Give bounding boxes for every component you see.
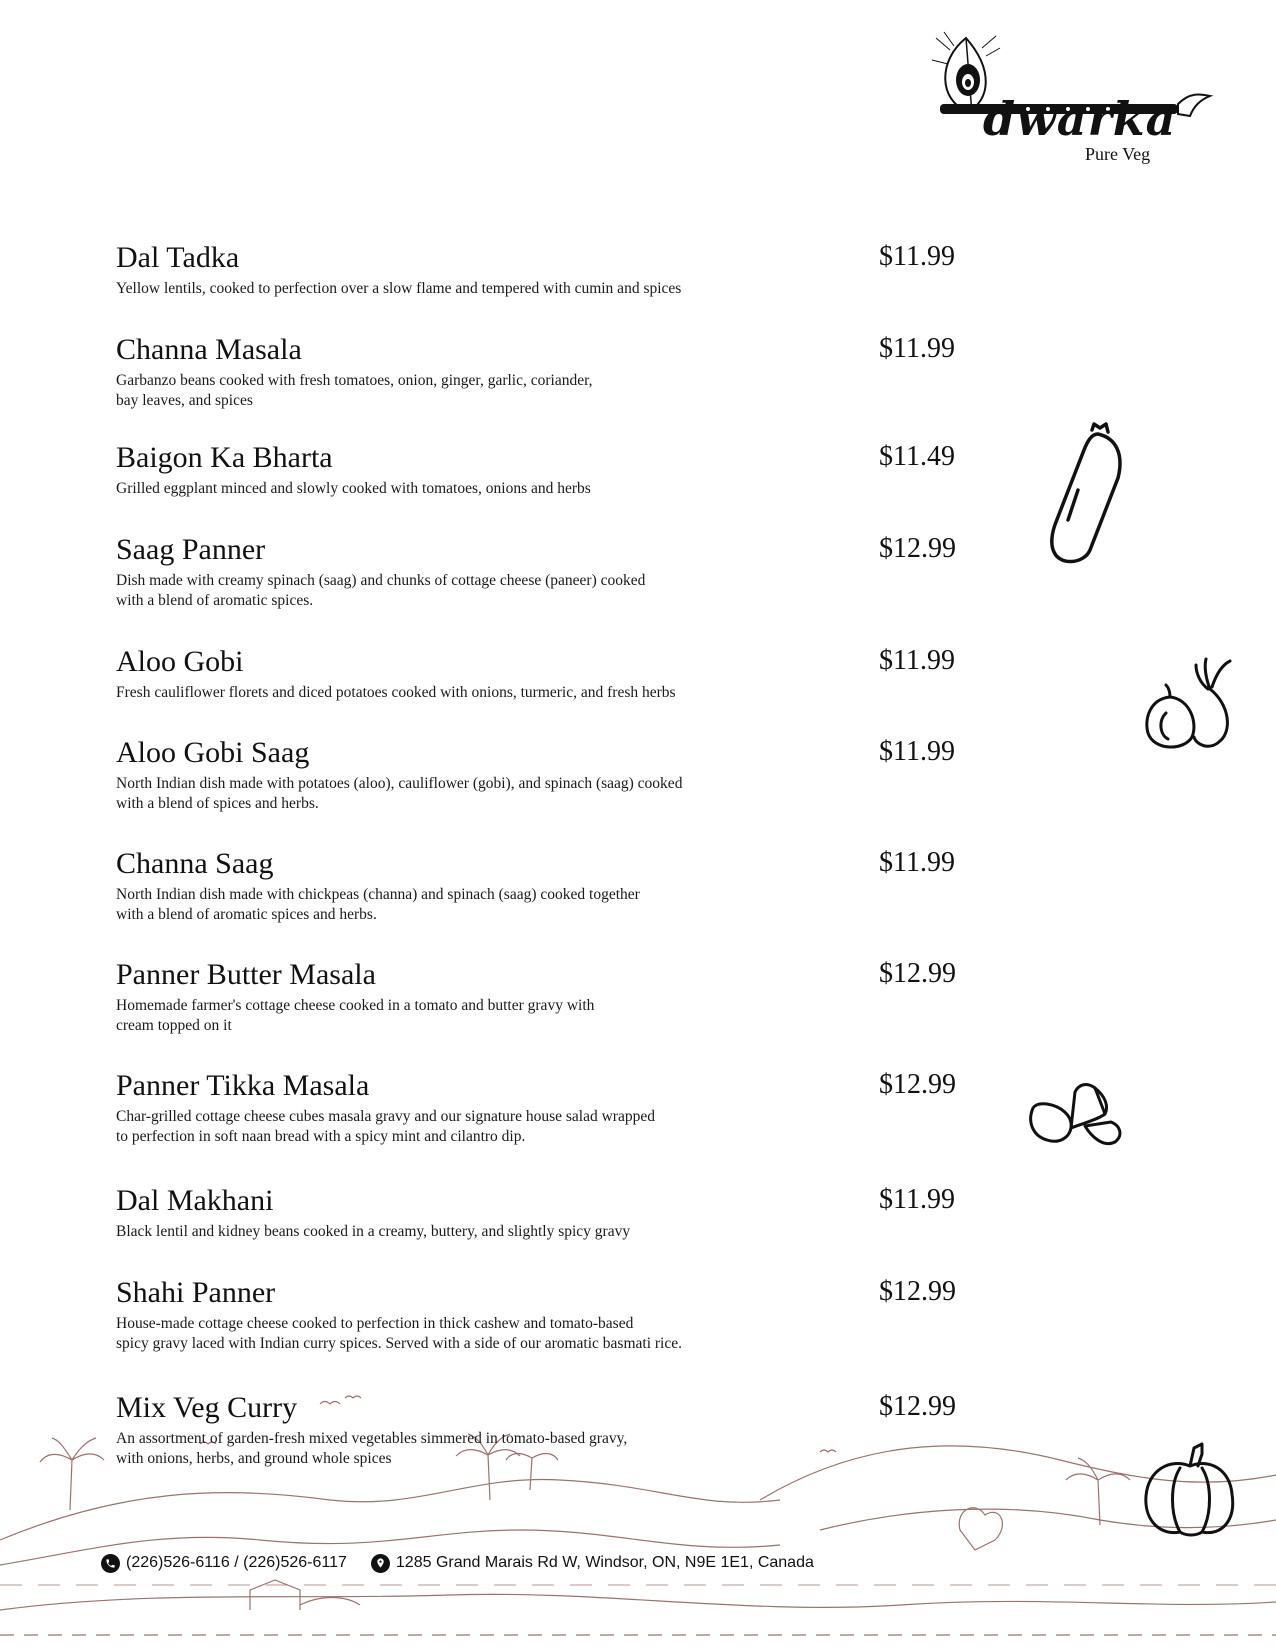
brand-tagline: Pure Veg [1085, 144, 1151, 164]
brand-wordmark: dwarka [983, 92, 1177, 146]
dish-description: Homemade farmer's cottage cheese cooked in a tomato and butter gravy with cream topped on it [116, 997, 595, 1034]
dish-name: Aloo Gobi [116, 645, 244, 678]
contact-footer [101, 1551, 814, 1575]
dish-price: $12.99 [879, 1069, 956, 1100]
dish-price: $11.99 [879, 847, 955, 878]
dish-description: North Indian dish made with potatoes (aloo), cauliflower (gobi), and spinach (saag) cooked with a blend of spices and herbs. [116, 775, 683, 812]
dish-description: Char-grilled cottage cheese cubes masala gravy and our signature house salad wrapped to perfection in soft naan bread with a spicy mint and cilantro dip. [116, 1108, 655, 1145]
zucchini-icon [1040, 420, 1130, 570]
address[interactable]: 1285 Grand Marais Rd W, Windsor, ON, N9E 1E1, Canada [395, 1554, 814, 1571]
location-pin-icon [371, 1554, 390, 1573]
dish-price: $11.99 [879, 645, 955, 676]
pumpkin-icon [1140, 1440, 1240, 1540]
dish-description: Grilled eggplant minced and slowly cooked with tomatoes, onions and herbs [116, 480, 591, 497]
dish-price: $11.99 [879, 333, 955, 364]
phone-numbers[interactable]: (226)526-6116 / (226)526-6117 [126, 1554, 347, 1571]
mushroom-icon [1025, 1078, 1125, 1158]
garlic-icon [1140, 655, 1240, 755]
dish-name: Channa Masala [116, 333, 302, 366]
dish-description: An assortment of garden-fresh mixed vegetables simmered in tomato-based gravy, with onions, herbs, and ground whole spices [116, 1430, 628, 1467]
dish-name: Saag Panner [116, 533, 266, 566]
dish-name: Panner Tikka Masala [116, 1069, 370, 1102]
dish-price: $12.99 [879, 958, 956, 989]
dish-name: Panner Butter Masala [116, 958, 376, 991]
dish-description: Fresh cauliflower florets and diced potatoes cooked with onions, turmeric, and fresh herbs [116, 684, 676, 701]
dish-description: Yellow lentils, cooked to perfection over a slow flame and tempered with cumin and spices [116, 280, 682, 297]
dish-price: $11.99 [879, 736, 955, 767]
brand-logo [928, 30, 1218, 170]
phone-icon [101, 1554, 120, 1573]
dish-description: Dish made with creamy spinach (saag) and chunks of cottage cheese (paneer) cooked with a blend of aromatic spices. [116, 572, 646, 609]
dish-price: $12.99 [879, 1391, 956, 1422]
dish-price: $12.99 [879, 1276, 956, 1307]
dish-price: $11.49 [879, 441, 955, 472]
dish-description: Black lentil and kidney beans cooked in a creamy, buttery, and slightly spicy gravy [116, 1223, 631, 1240]
dish-description: North Indian dish made with chickpeas (channa) and spinach (saag) cooked together with a blend of aromatic spices and herbs. [116, 886, 640, 923]
dish-name: Channa Saag [116, 847, 274, 880]
dish-name: Aloo Gobi Saag [116, 736, 310, 769]
dish-name: Mix Veg Curry [116, 1391, 298, 1424]
dish-name: Baigon Ka Bharta [116, 441, 333, 474]
dish-name: Shahi Panner [116, 1276, 276, 1309]
dish-price: $12.99 [879, 533, 956, 564]
dish-name: Dal Makhani [116, 1184, 274, 1217]
dish-name: Dal Tadka [116, 241, 240, 274]
dish-price: $11.99 [879, 241, 955, 272]
dish-description: House-made cottage cheese cooked to perfection in thick cashew and tomato-based spicy gravy laced with Indian curry spices. Served with a side of our aromatic basmati rice. [116, 1315, 682, 1352]
dish-description: Garbanzo beans cooked with fresh tomatoes, onion, ginger, garlic, coriander, bay leaves, and spices [116, 372, 593, 409]
dish-price: $11.99 [879, 1184, 955, 1215]
